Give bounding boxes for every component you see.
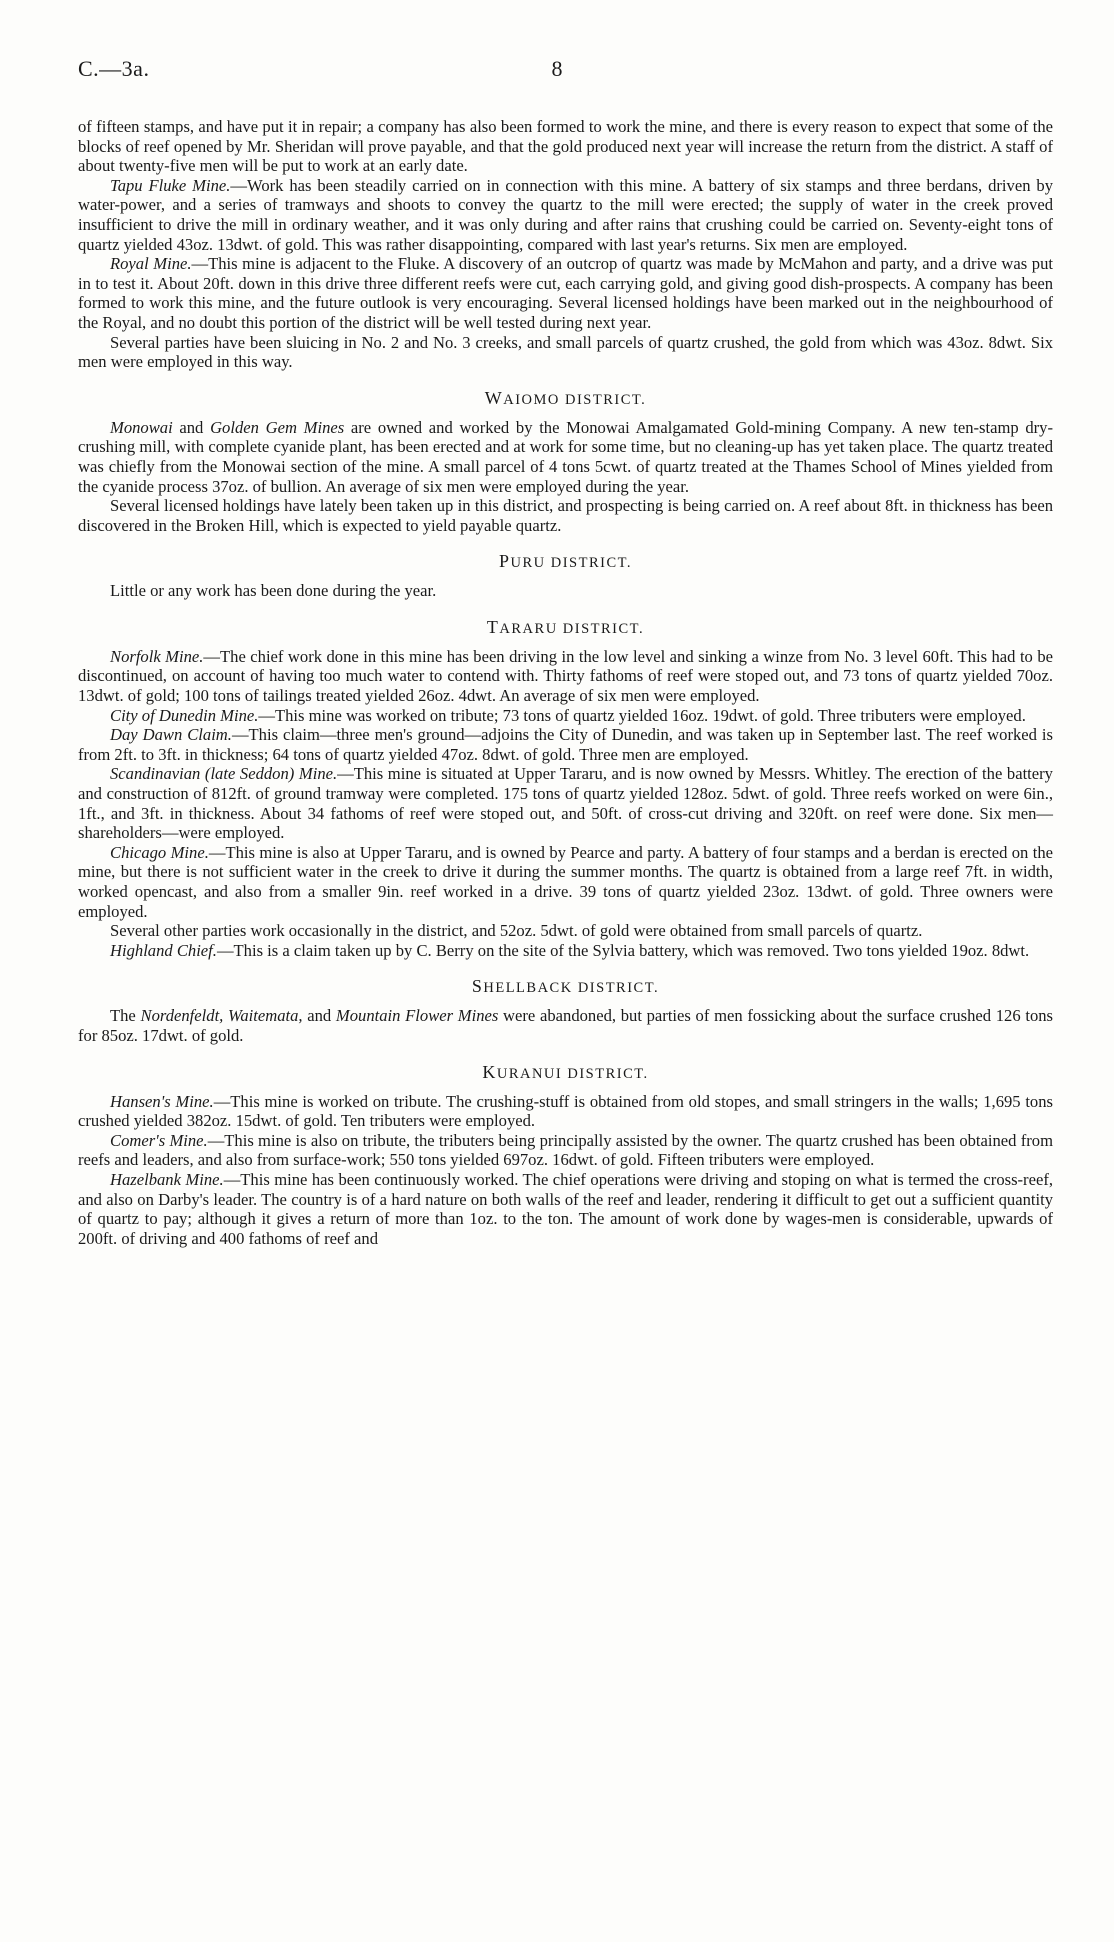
paragraph-text: The: [110, 1006, 141, 1026]
mine-name: Highland Chief.: [110, 940, 217, 960]
paragraph-text: Several other parties work occasionally in the district, and 52oz. 5dwt. of gold were obtained from small parcels of quartz.: [110, 921, 923, 941]
section-heading: SHELLBACK DISTRICT.: [471, 976, 660, 997]
mine-name: Day Dawn Claim.: [110, 725, 232, 745]
paragraph: [78, 764, 1053, 842]
section-heading: PURU DISTRICT.: [498, 551, 633, 572]
paragraph-text: —This mine has been continuously worked. The chief operations were driving and stoping on what is termed the cross-reef, and also on Darby's leader. The country is of a hard nature on both walls of the reef and leader, rendering it difficult to get out a sufficient quantity of quartz to pay; although it gives a return of more than 1oz. to the ton. The amount of work done by wages-men is considerable, upwards of 200ft. of driving and 400 fathoms of reef and: [78, 1169, 1053, 1248]
paragraph-text: —This mine is also on tribute, the tributers being principally assisted by the owner. The quartz crushed has been obtained from reefs and leaders, and also from surface-work; 550 tons yielded 697oz. 16dwt. of gold. Fifteen tributers were employed.: [78, 1130, 1053, 1170]
section-heading: TARARU DISTRICT.: [486, 616, 645, 637]
mine-name: Comer's Mine.: [110, 1130, 208, 1150]
paragraph: [78, 254, 1053, 332]
mine-name: Hansen's Mine.: [110, 1091, 214, 1111]
paragraph: [78, 921, 1053, 941]
paragraph: [78, 647, 1053, 706]
mine-name: Norfolk Mine.: [110, 646, 204, 666]
mine-name: Monowai: [110, 417, 173, 437]
paragraph: [78, 706, 1053, 726]
paragraph-text: and: [172, 417, 211, 437]
paragraph: [78, 117, 1053, 176]
page-header: [78, 56, 1036, 86]
paragraph: [78, 1092, 1053, 1131]
paragraph-text: —This claim—three men's ground—adjoins the City of Dunedin, and was taken up in September last. The reef worked is from 2ft. to 3ft. in thickness; 64 tons of quartz yielded 47oz. 8dwt. of gold. Three men are employed.: [78, 725, 1053, 764]
paragraph-text: were abandoned, but parties of men fossicking about the surface crushed 126 tons for 85oz. 17dwt. of gold.: [78, 1006, 1053, 1045]
mine-name: Hazelbank Mine.: [110, 1169, 224, 1189]
paragraph-text: —The chief work done in this mine has been driving in the low level and sinking a winze from No. 3 level 60ft. This had to be discontinued, on account of having too much water to contend with. Thirty fathoms of reef were stoped out, and 73 tons of quartz yielded 70oz. 13dwt. of gold; 100 tons of tailings treated yielded 26oz. 4dwt. An average of six men were employed.: [78, 646, 1053, 706]
paragraph-text: —This is a claim taken up by C. Berry on the site of the Sylvia battery, which was removed. Two tons yielded 19oz. 8dwt.: [216, 940, 1030, 960]
paragraph-text: of fifteen stamps, and have put it in repair; a company has also been formed to work the mine, and there is every reason to expect that some of the blocks of reef opened by Mr. Sheridan will prove payable, and that the gold produced next year will increase the return from the district. A staff of about twenty-five men will be put to work at an early date.: [78, 117, 1053, 176]
paragraph-text: —This mine was worked on tribute; 73 tons of quartz yielded 16oz. 19dwt. of gold. Three tributers were employed.: [258, 705, 1026, 725]
mine-name: Nordenfeldt, Waitemata,: [140, 1006, 303, 1026]
mine-name: Chicago Mine.: [110, 842, 209, 862]
paragraph: [78, 1006, 1053, 1045]
paragraph: [78, 725, 1053, 764]
mine-name: Scandinavian (late Seddon) Mine.: [110, 764, 338, 784]
paragraph-text: —This mine is also at Upper Tararu, and is owned by Pearce and party. A battery of four stamps and a berdan is erected on the mine, but there is not sufficient water in the creek to drive it during the summer months. The quartz is obtained from a large reef 7ft. in width, worked opencast, and also from a smaller 9in. reef worked in a drive. 39 tons of quartz yielded 23oz. 13dwt. of gold. Three owners were employed.: [78, 842, 1053, 921]
paragraph-text: and: [302, 1006, 336, 1026]
paragraph-text: Several licensed holdings have lately been taken up in this district, and prospecting is being carried on. A reef about 8ft. in thickness has been discovered in the Broken Hill, which is expected to yield payable quartz.: [78, 496, 1053, 535]
mine-name: Royal Mine.: [110, 254, 192, 274]
section-heading: WAIOMO DISTRICT.: [484, 387, 647, 408]
paragraph: [78, 418, 1053, 496]
paragraph-text: Little or any work has been done during the year.: [110, 581, 437, 601]
paragraph: [78, 333, 1053, 372]
page-number: 8: [551, 56, 563, 81]
mine-name: Mountain Flower Mines: [335, 1006, 499, 1026]
paragraph-text: —This mine is situated at Upper Tararu, and is now owned by Messrs. Whitley. The erection of the battery and construction of 812ft. of ground tramway were completed. 175 tons of quartz yielded 128oz. 5dwt. of gold. Three reefs worked on were 6in., 1ft., and 3ft. in thickness. About 34 fathoms of reef were stoped out, and 50ft. of cross-cut driving and 320ft. on reef were done. Six men—shareholders—were employed.: [78, 764, 1053, 843]
paragraph: [78, 941, 1053, 961]
mine-name: Tapu Fluke Mine.: [110, 175, 231, 195]
mine-name: Golden Gem Mines: [210, 417, 345, 437]
paragraph-text: —This mine is adjacent to the Fluke. A discovery of an outcrop of quartz was made by McMahon and party, and a drive was put in to test it. About 20ft. down in this drive three different reefs were cut, each carrying gold, and giving good dish-prospects. A company has been formed to work this mine, and the future outlook is very encouraging. Several licensed holdings have been marked out in the neighbourhood of the Royal, and no doubt this portion of the district will be well tested during next year.: [78, 254, 1053, 332]
paragraph: [78, 843, 1053, 921]
paragraph: [78, 1170, 1053, 1248]
paragraph-text: are owned and worked by the Monowai Amalgamated Gold-mining Company. A new ten-stamp dry-crushing mill, with complete cyanide plant, has been erected and at work for some time, but no cleaning-up has yet taken place. The quartz treated was chiefly from the Monowai section of the mine. A small parcel of 4 tons 5cwt. of quartz treated at the Thames School of Mines yielded from the cyanide process 37oz. of bullion. An average of six men were employed during the year.: [78, 417, 1054, 496]
paragraph: [78, 1131, 1053, 1170]
paragraph-text: —Work has been steadily carried on in connection with this mine. A battery of six stamps and three berdans, driven by water-power, and a series of tramways and shoots to convey the quartz to the mill were erected; the supply of water in the creek proved insufficient to drive the mill in ordinary weather, and it was only during and after rains that crushing could be carried on. Seventy-eight tons of quartz yielded 43oz. 13dwt. of gold. This was rather disappointing, compared with last year's returns. Six men are employed.: [78, 175, 1053, 254]
paragraph-text: —This mine is worked on tribute. The crushing-stuff is obtained from old stopes, and small stringers in the walls; 1,695 tons crushed yielded 382oz. 15dwt. of gold. Ten tributers were employed.: [78, 1091, 1053, 1131]
section-heading: KURANUI DISTRICT.: [482, 1061, 649, 1082]
paragraph: [78, 496, 1053, 535]
page-body: [78, 117, 1053, 1248]
document-reference: C.—3a.: [78, 56, 150, 81]
mine-name: City of Dunedin Mine.: [110, 705, 259, 725]
paragraph: [78, 176, 1053, 254]
paragraph-text: Several parties have been sluicing in No. 2 and No. 3 creeks, and small parcels of quartz crushed, the gold from which was 43oz. 8dwt. Six men were employed in this way.: [78, 332, 1053, 372]
paragraph: [78, 581, 1053, 601]
